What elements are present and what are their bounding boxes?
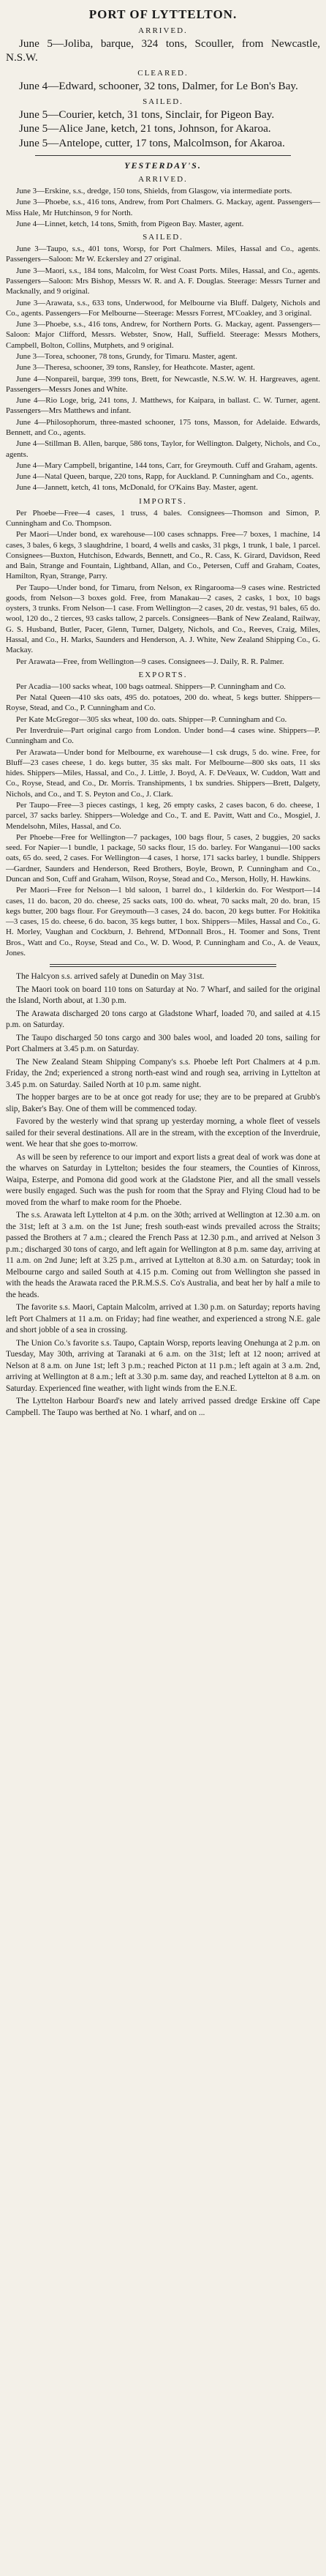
exports-list [6, 682, 320, 958]
news-item: The Taupo discharged 50 tons cargo and 300 bales wool, and loaded 20 tons, sailing for Port Chalmers at 3.45 p.m. on Saturday. [6, 1033, 320, 1054]
yesterdays-shipping [6, 175, 320, 958]
y-sailed-item: June 3—Phoebe, s.s., 416 tons, Andrew, for Northern Ports. G. Mackay, agent. Passengers—Saloon: Major Clifford, Messrs. Webster, Snow, Hall, Suffield. Steerage: Messrs Mothers, Campbell, Bolton, Collins, Mutphets, and 9 original. [6, 320, 320, 350]
y-sailed-item: June 3—Arawata, s.s., 633 tons, Underwood, for Melbourne via Bluff. Dalgety, Nichols and Co., agents. Passengers—For Melbourne—Steerage: Messrs Forrest, M'Coakley, and 3 original. [6, 298, 320, 318]
shipping-column [6, 4, 320, 2570]
y-sailed-item: June 3—Maori, s.s., 184 tons, Malcolm, for West Coast Ports. Miles, Hassal, and Co., agents. Passengers—Saloon: Mrs Bishop, Messrs W. R. and A. F. Douglas. Steerage: Messrs Turner and Macknally, and 9 original. [6, 266, 320, 296]
sailed-entry: June 5—Antelope, cutter, 17 tons, Malcolmson, for Akaroa. [19, 137, 285, 150]
arrived-entry: June 5—Joliba, barque, 324 tons, Scouller, from Newcastle, N.S.W. [6, 37, 320, 64]
imports-item: Per Maori—Under bond, ex warehouse—100 cases schnapps. Free—7 boxes, 1 machine, 14 cases, 3 bales, 6 kegs, 3 slaughdrine, 1 board, 4 wells and casks, 31 pkgs, 1 trunk, 1 bale, 1 parcel. Consignees—Buxton, Hutchison, Edwards, Bennett, and Co., R. Cass, K. Girard, Davidson, Reed and Bain, Strange and Fountain, Lightband, Allan, and Co., Petersen, Cuff and Graham, Coates, Hamilton, Ryan, Strange, Parry. [6, 530, 320, 581]
y-sailed-item: June 3—Torea, schooner, 78 tons, Grundy, for Timaru. Master, agent. [16, 352, 238, 361]
imports-heading: IMPORTS. [139, 496, 187, 506]
shipping-news [6, 971, 320, 1419]
y-arrived-heading: ARRIVED. [138, 175, 188, 184]
cleared-heading: CLEARED. [137, 68, 189, 78]
y-sailed-item: June 4—Nonpareil, barque, 399 tons, Brett, for Newcastle, N.S.W. W. H. Hargreaves, agent. Passengers—Messrs Jones and White. [6, 374, 320, 394]
news-list [6, 971, 320, 1419]
current-shipping [6, 26, 320, 151]
y-sailed-item: June 3—Theresa, schooner, 39 tons, Ransley, for Heathcote. Master, agent. [16, 363, 255, 373]
y-sailed-item: June 4—Natal Queen, barque, 220 tons, Rapp, for Auckland. P. Cunningham and Co., agents. [16, 472, 314, 482]
news-item: The Maori took on board 110 tons on Saturday at No. 7 Wharf, and sailed for the original the Island, North about, at 1.30 p.m. [6, 985, 320, 1006]
exports-item: Per Phoebe—Free for Wellington—7 packages, 100 bags flour, 5 cases, 2 buggies, 20 sacks seed. For Napier—1 bundle, 1 package, 50 sacks flour, 15 do. barley. For Wanganui—100 sacks oats, 65 do. seed, 2 cases. For Wellington—4 cases, 1 horse, 171 sacks barley, 1 bundle. Shippers—Gardner, Saunders and Henderson, Reed Brothers, Boyle, Brown, P. Cunningham and Co., Duncan and Son, Cuff and Graham, Wilson, Royse, Stead and Co., Merson, Holly, H. Hawkins. [6, 832, 320, 884]
news-item: The hopper barges are to be at once got ready for use; they are to be prepared at Grubb's slip, Baker's Bay. One of them will be commenced today. [6, 1093, 320, 1113]
section-divider [50, 964, 276, 967]
imports-item: Per Phoebe—Free—4 cases, 1 truss, 4 bales. Consignees—Thomson and Simon, P. Cunningham and Co. Thompson. [6, 508, 320, 528]
exports-item: Per Taupo—Free—3 pieces castings, 1 keg, 26 empty casks, 2 cases bacon, 6 do. cheese, 1 parcel, 37 sacks barley. Shippers—Woledge and Co., T. and E. Pavitt, Watt and Co., Mosgiel, J. Mendelsohn, Miles, Hassal, and Co. [6, 800, 320, 831]
y-sailed-item: June 4—Philosophorum, three-masted schooner, 175 tons, Masson, for Adelaide. Edwards, Bennett, and Co., agents. [6, 417, 320, 437]
news-item: Favored by the westerly wind that sprang up yesterday morning, a whole fleet of vessels sailed for their several destinations. All are in the stream, with the exception of the Inverdruie, went. We hear that she goes to-morrow. [6, 1117, 320, 1149]
y-arrived-list [6, 186, 320, 229]
news-item: The favorite s.s. Maori, Captain Malcolm, arrived at 1.30 p.m. on Saturday; reports having left Port Chalmers at 11 a.m. on Friday; had fine weather, and experienced a strong N.E. gale and short jobble of a sea in crossing. [6, 1303, 320, 1335]
exports-item: Per Acadia—100 sacks wheat, 100 bags oatmeal. Shippers—P. Cunningham and Co. [16, 682, 287, 691]
exports-item: Per Kate McGregor—305 sks wheat, 100 do. oats. Shipper—P. Cunningham and Co. [16, 714, 287, 724]
sailed-entry: June 5—Alice Jane, ketch, 21 tons, Johnson, for Akaroa. [19, 122, 271, 135]
y-arrived-item: June 3—Phoebe, s.s., 416 tons, Andrew, from Port Chalmers. G. Mackay, agent. Passengers—Miss Hale, Mr Hutchinson, 9 for North. [6, 198, 320, 217]
y-sailed-heading: SAILED. [143, 233, 183, 242]
yesterdays-heading: YESTERDAY'S. [124, 160, 202, 171]
y-arrived-item: June 4—Linnet, ketch, 14 tons, Smith, from Pigeon Bay. Master, agent. [16, 219, 244, 228]
y-sailed-item: June 4—Stillman B. Allen, barque, 586 tons, Taylor, for Wellington. Dalgety, Nichols, and Co., agents. [6, 439, 320, 459]
y-arrived-item: June 3—Erskine, s.s., dredge, 150 tons, Shields, from Glasgow, via intermediate ports. [16, 187, 292, 196]
arrived-heading: ARRIVED. [138, 26, 188, 35]
news-item: The Lyttelton Harbour Board's new and lately arrived passed dredge Erskine off Cape Campbell. The Taupo was berthed at No. 1 wharf, and on ... [6, 1397, 320, 1417]
sailed-heading: SAILED. [143, 97, 183, 106]
y-sailed-item: June 3—Taupo, s.s., 401 tons, Worsp, for Port Chalmers. Miles, Hassal and Co., agents. Passengers—Saloon: Mr W. Eckersley and 27 original. [6, 244, 320, 264]
divider [35, 155, 291, 156]
y-sailed-item: June 4—Jannett, ketch, 41 tons, McDonald, for O'Kains Bay. Master, agent. [16, 483, 258, 493]
news-item: As will be seen by reference to our import and export lists a great deal of work was done at the wharves on Saturday in Lyttelton; besides the four steamers, the Counties of Kinross, Waipa, Esterpe, and Pomona did good work at the Gladstone Pier, and all the small vessels were busily engaged. Such was the push for room that the Spray and Flying Cloud had to be moved from the wharf to make room for the Phoebe. [6, 1152, 320, 1207]
exports-item: Per Natal Queen—410 sks oats, 495 do. potatoes, 200 do. wheat, 5 kegs butter. Shippers—Royse, Stead, and Co., P. Cunningham and Co. [6, 693, 320, 713]
news-item: The New Zealand Steam Shipping Company's s.s. Phoebe left Port Chalmers at 4 p.m. Friday, the 2nd; experienced a strong north-east wind and rough sea, arriving in Lyttelton at 3.45 p.m. on Saturday. Sailed North at 10 p.m. same night. [6, 1057, 320, 1089]
y-sailed-item: June 4—Rio Loge, brig, 241 tons, J. Matthews, for Kaipara, in ballast. C. W. Turner, agent. Passengers—Mrs Matthews and infant. [6, 396, 320, 416]
exports-item: Per Inverdruie—Part original cargo from London. Under bond—4 cases wine. Shippers—P. Cunningham and Co. [6, 726, 320, 746]
exports-item: Per Arawata—Under bond for Melbourne, ex warehouse—1 csk drugs, 5 do. wine. Free, for Bluff—23 cases cheese, 1 do. kegs butter, 35 sks malt. For Melbourne—800 sks oats, 11 sks hides. Shippers—Miles, Hassal, and Co., J. Little, J. Boyd, A. F. DeVeaux, W. Cuddon, Watt and Co., Royse, Stead, and Co., Dr. Morris. Transhipments, 1 bx sundries. Shippers—Brett, Dalgety, Nichols, and Co., and T. S. Peyton and Co., J. Clark. [6, 747, 320, 799]
exports-heading: EXPORTS. [138, 670, 188, 679]
y-sailed-item: June 4—Mary Campbell, brigantine, 144 tons, Carr, for Greymouth. Cuff and Graham, agents. [16, 460, 318, 470]
y-sailed-list [6, 244, 320, 493]
news-item: The s.s. Arawata left Lyttelton at 4 p.m. on the 30th; arrived at Wellington at 12.30 a.m. on the 31st; left at 3 a.m. on the 1st June; fresh south-east winds prevailed across the Straits; passed the Brothers at 7 a.m.; cleared the French Pass at 12.30 p.m., and arrived at Nelson 3 p.m.; discharged 30 tons of cargo, and left again for Wellington at 8 p.m. same day, arriving at 11 a.m. on 2nd June; left at 3.25 p.m., arrived at Lyttelton at 8.30 a.m. on Saturday; took in Melbourne cargo and sailed South at 4.15 p.m. Coming out from Wellington she passed in with the heads the Arawata raced the P.R.M.S.S. Co's Australia, and beat her by half a mile to the heads. [6, 1211, 320, 1299]
sailed-entry: June 5—Courier, ketch, 31 tons, Sinclair, for Pigeon Bay. [19, 108, 275, 121]
cleared-entry: June 4—Edward, schooner, 32 tons, Dalmer, for Le Bon's Bay. [19, 79, 298, 92]
imports-list [6, 508, 320, 667]
news-item: The Union Co.'s favorite s.s. Taupo, Captain Worsp, reports leaving Onehunga at 2 p.m. on Tuesday, May 30th, arriving at Taranaki at 6 a.m. on the 31st; left at 12 noon; arrived at Nelson at 8 a.m. on June 1st; left 3 p.m.; reached Picton at 11 p.m.; left again at 3 a.m. 2nd, arriving at Wellington at 8 a.m.; left at 3.30 p.m. same day, and reached Lyttelton at 8 a.m. on Saturday. Experienced fine weather, with light winds from the E.N.E. [6, 1338, 320, 1393]
exports-item: Per Maori—Free for Nelson—1 bld saloon, 1 barrel do., 1 kilderkin do. For Westport—14 cases, 11 do. bacon, 20 do. cheese, 25 sacks oats, 100 do. wheat, 70 sacks malt, 20 do. bran, 15 kegs butter, 200 bags flour. For Greymouth—3 cases, 24 do. bacon, 20 kegs butter. For Hokitika—3 cases, 15 do. cheese, 6 do. bacon, 35 kegs butter, 1 box. Shippers—Miles, Hassal and Co., G. H. Morley, Vaughan and Cockburn, J. Behrend, M'Donnall Bros., H. Toomer and Sons, Trent Bros., Watt and Co., Royse, Stead and Co., W. D. Wood, P. Cunningham and Co., A. de Veaux, Jones. [6, 886, 320, 957]
imports-item: Per Arawata—Free, from Wellington—9 cases. Consignees—J. Daily, R. R. Palmer. [16, 657, 284, 666]
imports-item: Per Taupo—Under bond, for Timaru, from Nelson, ex Ringarooma—9 cases wine. Restricted goods, from Nelson—3 boxes gold. Free, from Manakau—2 cases, 2 casks, 1 box, 10 bags oysters, 3 trunks. From Nelson—1 case. From Wellington—2 cases, 20 dr. vestas, 91 bales, 65 do. wool, 120 do., 2 tierces, 93 casks tallow, 2 parcels. Consignees—Bank of New Zealand, Railway, G. S. Husband, Butler, Pacer, Glenn, Turner, Dalgety, Nichols, and Co., Reeves, Craig, Miles, Hassal, and Co., H. Marks, Saunders and Henderson, A. J. White, New Zealand Shipping Co., G. Mackay. [6, 583, 320, 655]
news-item: The Arawata discharged 20 tons cargo at Gladstone Wharf, loaded 70, and sailed at 4.15 p.m. on Saturday. [6, 1009, 320, 1030]
page-title: PORT OF LYTTELTON. [88, 7, 238, 21]
news-item: The Halcyon s.s. arrived safely at Dunedin on May 31st. [16, 972, 205, 982]
